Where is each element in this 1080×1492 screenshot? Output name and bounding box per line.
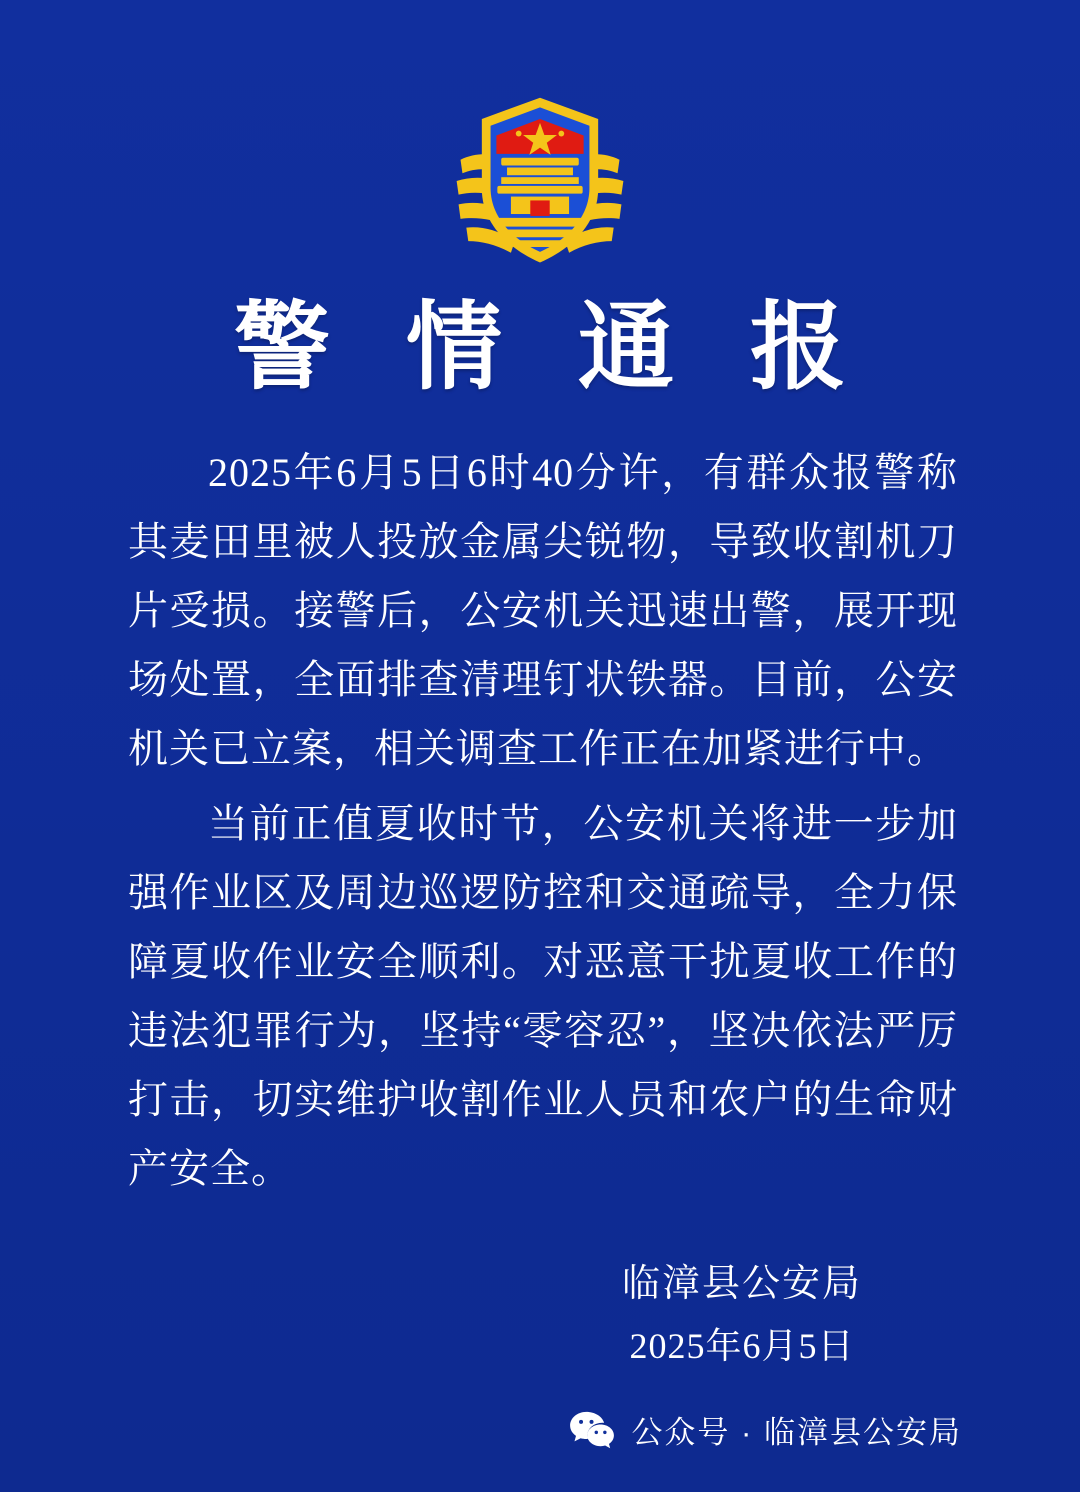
wechat-icon — [569, 1410, 615, 1450]
emblem-container — [0, 88, 1080, 278]
paragraph-2: 当前正值夏收时节，公安机关将进一步加强作业区及周边巡逻防控和交通疏导，全力保障夏收作业安全顺利。对恶意干扰夏收工作的违法犯罪行为，坚持“零容忍”，坚决依法严厉打击，切实维护收割作业人员和农户的生命财产安全。 — [128, 801, 958, 1191]
signature-organization: 临漳县公安局 — [621, 1263, 862, 1305]
page-title: 警 情 通 报 — [234, 294, 872, 401]
footer-label: 公众号 · 临漳县公安局 — [631, 1415, 962, 1450]
signature-date: 2025年6月5日 — [629, 1326, 855, 1366]
notice-body — [128, 438, 958, 1209]
footer-wechat-account — [569, 1407, 962, 1452]
paragraph-1: 2025年6月5日6时40分许，有群众报警称其麦田里被人投放金属尖锐物，导致收割机刀片受损。接警后，公安机关迅速出警，展开现场处置，全面排查清理钉状铁器。目前，公安机关已立案，相关调查工作正在加紧进行中。 — [128, 450, 958, 771]
police-emblem-icon — [442, 88, 638, 278]
